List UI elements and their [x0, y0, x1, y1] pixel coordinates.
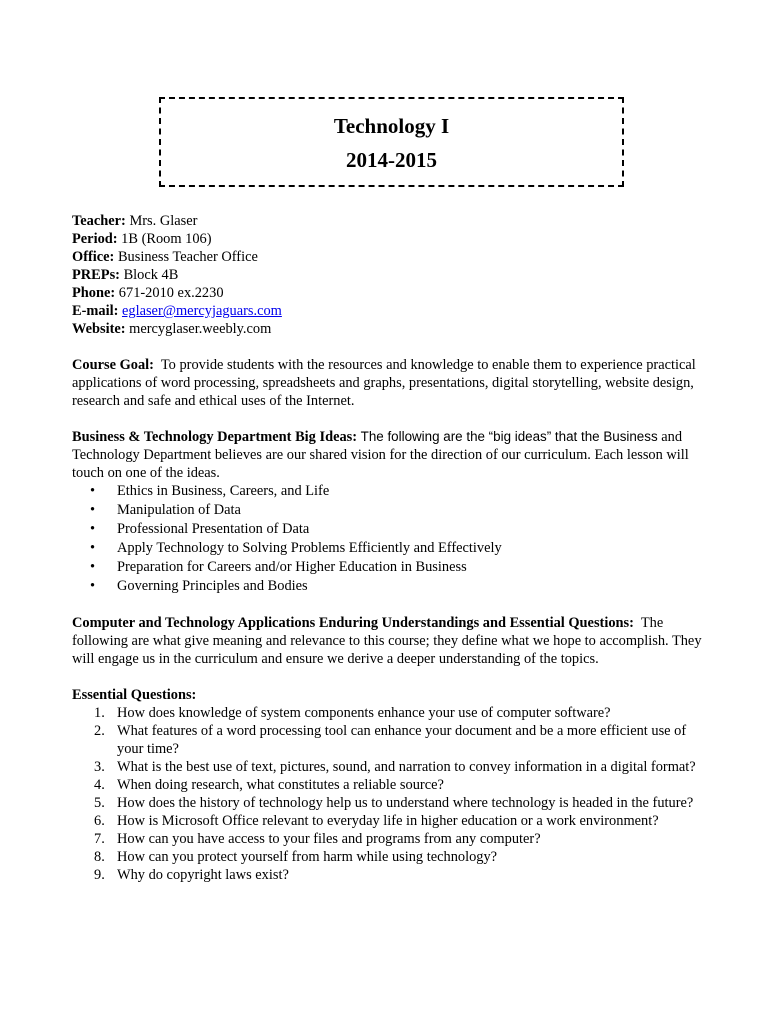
- spacer: [72, 410, 712, 428]
- info-value: 671-2010 ex.2230: [118, 285, 224, 301]
- info-label: Office:: [72, 249, 115, 265]
- course-goal-label: Course Goal:: [72, 357, 154, 373]
- info-label: E-mail:: [72, 303, 119, 319]
- list-number: 3.: [94, 759, 105, 775]
- list-item-text: Apply Technology to Solving Problems Efficiently and Effectively: [117, 540, 502, 556]
- enduring-label: Computer and Technology Applications Enduring Understandings and Essential Questions:: [72, 615, 634, 631]
- list-item-text: What is the best use of text, pictures, sound, and narration to convey information in a digital format?: [117, 759, 696, 775]
- list-item: [72, 577, 712, 596]
- info-period: [72, 230, 712, 248]
- big-ideas-intro-sans: The following are the “big ideas” that the Business: [360, 429, 658, 444]
- bullet-icon: •: [90, 483, 96, 499]
- enduring-text: The following are what give meaning and relevance to this course; they define what we hope to accomplish. They will engage us in the curriculum and ensure we derive a deeper understanding of the topics.: [72, 615, 702, 667]
- list-number: 5.: [94, 795, 105, 811]
- enduring-paragraph: [72, 614, 712, 668]
- list-item: [72, 830, 712, 848]
- document-body: [72, 212, 712, 884]
- big-ideas-intro: and Technology Department believes are our shared vision for the direction of our curriculum. Each lesson will touch on one of the ideas.: [72, 429, 689, 481]
- list-item-text: How does the history of technology help us to understand where technology is headed in the future?: [117, 795, 694, 811]
- spacer: [72, 668, 712, 686]
- list-number: 6.: [94, 813, 105, 829]
- list-item-text: Ethics in Business, Careers, and Life: [117, 483, 330, 499]
- bullet-icon: •: [90, 540, 96, 556]
- list-item-text: When doing research, what constitutes a reliable source?: [117, 777, 444, 793]
- bullet-icon: •: [90, 578, 96, 594]
- info-label: Teacher:: [72, 213, 126, 229]
- list-number: 1.: [94, 705, 105, 721]
- list-item-text: Why do copyright laws exist?: [117, 867, 289, 883]
- info-value: 1B (Room 106): [121, 231, 212, 247]
- list-item: [72, 848, 712, 866]
- info-email: [72, 302, 712, 320]
- list-item-text: How can you have access to your files and programs from any computer?: [117, 831, 541, 847]
- list-item: [72, 758, 712, 776]
- info-website: [72, 320, 712, 338]
- list-number: 2.: [94, 723, 105, 739]
- info-value: mercyglaser.weebly.com: [129, 321, 272, 337]
- list-item: [72, 812, 712, 830]
- list-item: [72, 482, 712, 501]
- big-ideas-label: Business & Technology Department Big Ideas:: [72, 429, 358, 445]
- spacer: [72, 338, 712, 356]
- list-item-text: Preparation for Careers and/or Higher Education in Business: [117, 559, 467, 575]
- list-item-text: How is Microsoft Office relevant to everyday life in higher education or a work environment?: [117, 813, 659, 829]
- list-item-text: What features of a word processing tool can enhance your document and be a more efficient use of your time?: [117, 723, 687, 757]
- course-goal-paragraph: [72, 356, 712, 410]
- list-item: [72, 866, 712, 884]
- list-item: [72, 794, 712, 812]
- info-office: [72, 248, 712, 266]
- list-item: [72, 776, 712, 794]
- info-value: Business Teacher Office: [117, 249, 258, 265]
- list-item-text: How can you protect yourself from harm while using technology?: [117, 849, 498, 865]
- info-teacher: [72, 212, 712, 230]
- big-ideas-paragraph: [72, 428, 712, 482]
- spacer: [72, 596, 712, 614]
- list-number: 4.: [94, 777, 105, 793]
- list-item-text: Manipulation of Data: [117, 502, 241, 518]
- info-label: Period:: [72, 231, 118, 247]
- email-link[interactable]: eglaser@mercyjaguars.com: [121, 303, 282, 319]
- info-preps: [72, 266, 712, 284]
- school-year: 2014-2015: [346, 148, 437, 172]
- list-item: [72, 501, 712, 520]
- contact-info: [72, 212, 712, 338]
- info-label: Phone:: [72, 285, 116, 301]
- essential-questions-heading: Essential Questions:: [72, 687, 197, 703]
- list-item: [72, 558, 712, 577]
- info-label: PREPs:: [72, 267, 120, 283]
- list-item: [72, 520, 712, 539]
- list-item-text: Governing Principles and Bodies: [117, 578, 308, 594]
- document-title: Technology I: [333, 114, 450, 138]
- list-item: [72, 722, 712, 758]
- info-label: Website:: [72, 321, 126, 337]
- list-number: 7.: [94, 831, 105, 847]
- bullet-icon: •: [90, 559, 96, 575]
- list-item: [72, 704, 712, 722]
- list-item: [72, 539, 712, 558]
- list-item-text: Professional Presentation of Data: [117, 521, 310, 537]
- course-goal-text: To provide students with the resources and knowledge to enable them to experience practical applications of word processing, spreadsheets and graphs, presentations, digital storytelling, website design, research and safe and ethical uses of the Internet.: [72, 357, 696, 409]
- list-number: 9.: [94, 867, 105, 883]
- bullet-icon: •: [90, 502, 96, 518]
- big-ideas-list: [72, 482, 712, 596]
- list-number: 8.: [94, 849, 105, 865]
- title-box: [159, 97, 624, 187]
- info-value: Block 4B: [123, 267, 179, 283]
- info-phone: [72, 284, 712, 302]
- bullet-icon: •: [90, 521, 96, 537]
- essential-questions-list: [72, 704, 712, 884]
- list-item-text: How does knowledge of system components enhance your use of computer software?: [117, 705, 611, 721]
- info-value: Mrs. Glaser: [129, 213, 198, 229]
